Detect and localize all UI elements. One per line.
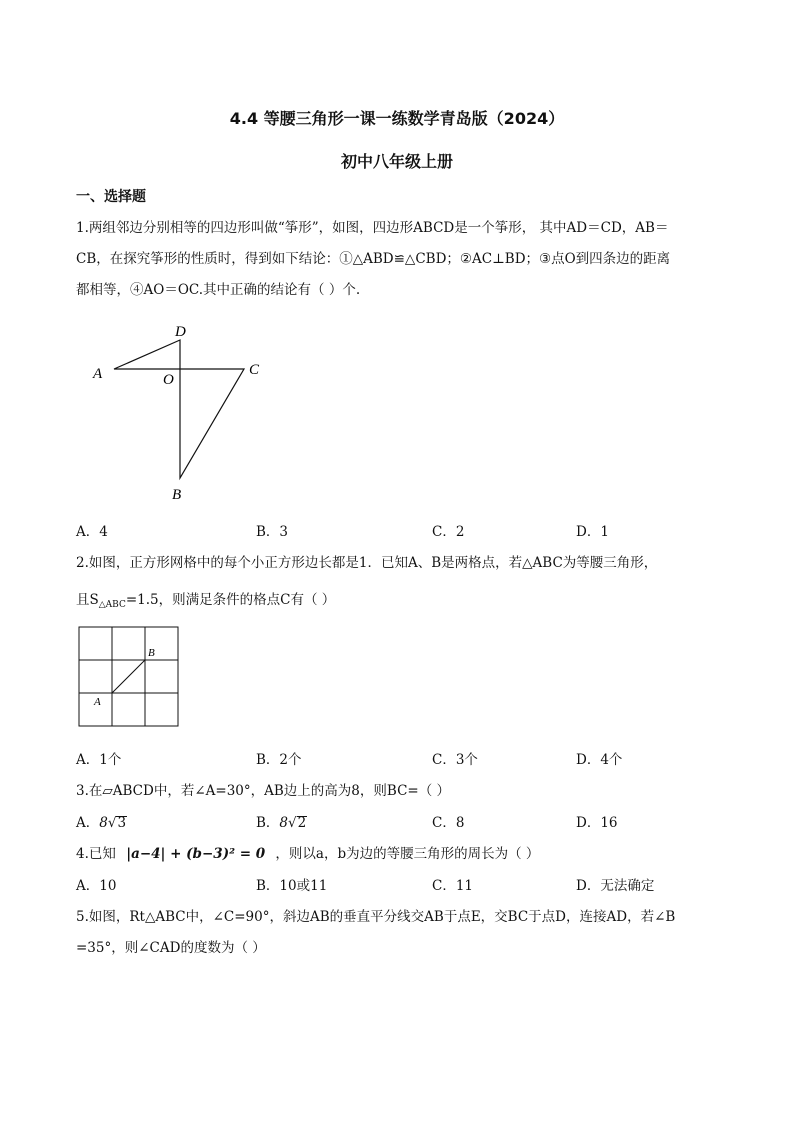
kite-label-d: D	[175, 324, 186, 340]
q1-option-a[interactable]: A．4	[76, 524, 108, 540]
q2-text-line-2: 且$S_{\triangle ABC}=1.5$，则满足条件的格点C有（ ）	[76, 592, 336, 610]
q1-option-d[interactable]: D．1	[576, 524, 609, 540]
q4-option-a[interactable]: A．10	[76, 878, 117, 894]
q3-option-c[interactable]: C．8	[432, 815, 465, 831]
grid-figure	[78, 626, 180, 728]
grid-label-a: A	[94, 696, 101, 708]
q4-formula: |a−4| + (b−3)² = 0	[126, 846, 266, 862]
q3-text-line-1: 3.在▱ABCD中，若∠A=30°，AB边上的高为8，则BC=（ ）	[76, 783, 450, 799]
q5-text-line-1: 5.如图，Rt△ABC中，∠C=90°，斜边AB的垂直平分线交AB于点E，交BC于点D，连接AD，若∠B	[76, 909, 676, 925]
kite-label-a: A	[93, 366, 103, 382]
q4-option-b[interactable]: B．10或11	[256, 878, 328, 894]
q3-option-d[interactable]: D．16	[576, 815, 618, 831]
kite-label-b: B	[172, 487, 182, 503]
q5-text-line-2: =35°，则∠CAD的度数为（ ）	[76, 940, 266, 956]
q2-option-d[interactable]: D．4个	[576, 752, 623, 768]
q3-option-a[interactable]: A．8√3	[76, 815, 127, 831]
q4-option-c[interactable]: C．11	[432, 878, 474, 894]
grid-label-b: B	[148, 647, 155, 659]
q2-option-b[interactable]: B．2个	[256, 752, 302, 768]
q2-option-c[interactable]: C．3个	[432, 752, 478, 768]
q1-option-b[interactable]: B．3	[256, 524, 289, 540]
kite-label-o: O	[163, 372, 174, 388]
q2-text-line-1: 2.如图，正方形网格中的每个小正方形边长都是1．已知A、B是两格点，若△ABC为等腰三角形，	[76, 555, 658, 571]
page-title: 4.4 等腰三角形一课一练数学青岛版（2024）	[229, 109, 565, 128]
q1-text-line-1: 1.两组邻边分别相等的四边形叫做“筝形”，如图，四边形ABCD是一个筝形， 其中AD＝CD，AB＝	[76, 220, 669, 236]
q1-option-c[interactable]: C．2	[432, 524, 465, 540]
section-heading: 一、选择题	[76, 189, 146, 205]
q4-option-d[interactable]: D．无法确定	[576, 878, 655, 894]
q1-text-line-3: 都相等，④AO＝OC.其中正确的结论有（ ）个.	[76, 282, 361, 298]
q1-text-line-2: CB，在探究筝形的性质时，得到如下结论：①△ABD≌△CBD；②AC⊥BD；③点O到四条边的距离	[76, 251, 671, 267]
kite-label-c: C	[249, 362, 260, 378]
q2-option-a[interactable]: A．1个	[76, 752, 122, 768]
q3-option-b[interactable]: B．8√2	[256, 815, 307, 831]
page-subtitle: 初中八年级上册	[340, 152, 453, 171]
q4-text-line: 4.已知 |a−4| + (b−3)² = 0 ，则以a，b为边的等腰三角形的周长为（ ）	[76, 846, 540, 862]
kite-figure	[86, 318, 276, 508]
